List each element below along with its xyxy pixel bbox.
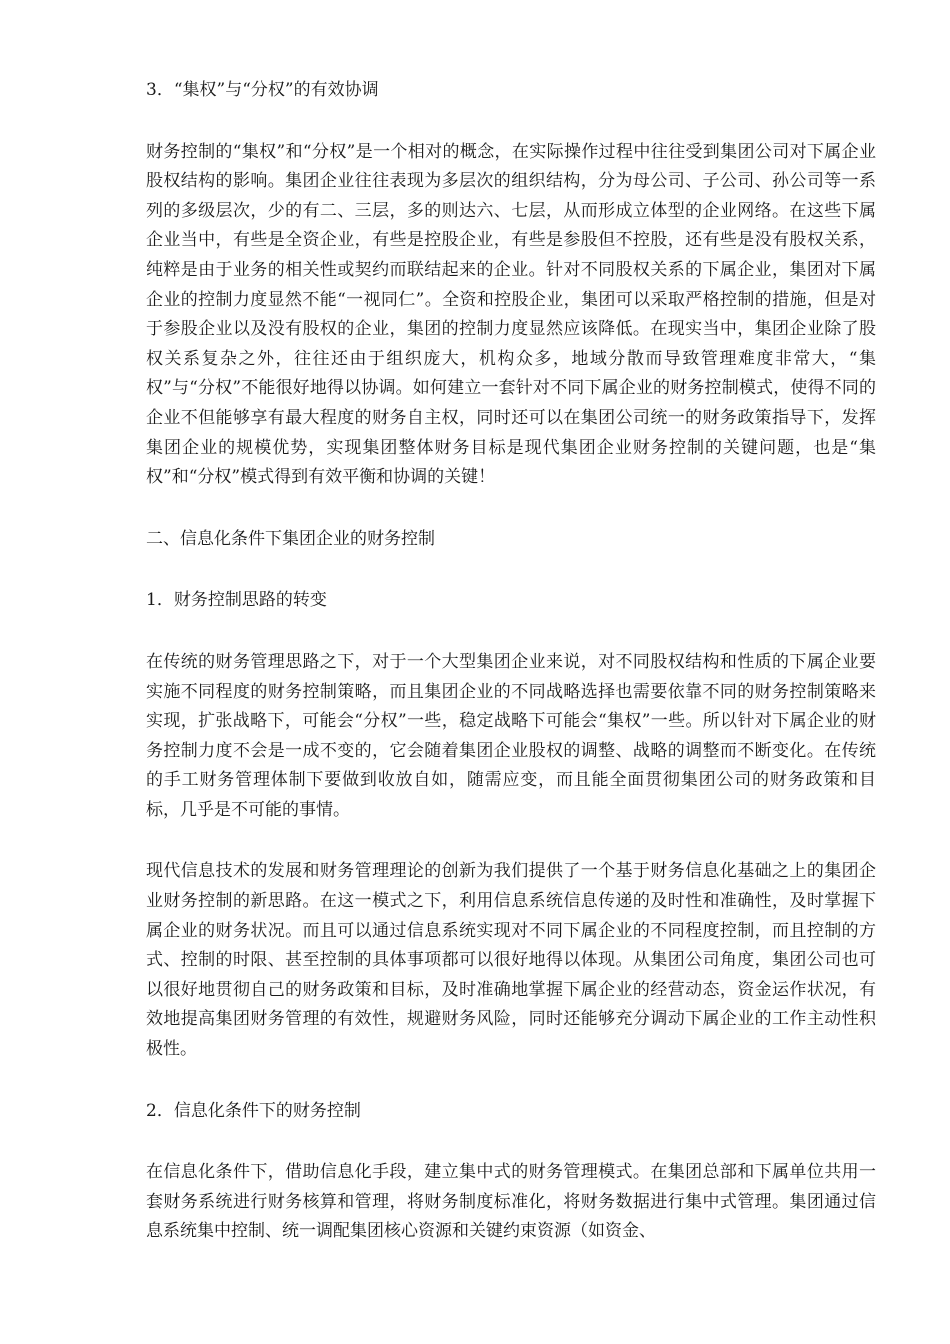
paragraph-modern-information-technology: 现代信息技术的发展和财务管理理论的创新为我们提供了一个基于财务信息化基础之上的集团企业财务控制的新思路。在这一模式之下，利用信息系统信息传递的及时性和准确性，及时掌握下属企业的财务状况。而且可以通过信息系统实现对不同下属企业的不同程度控制，而且控制的方式、控制的时限、甚至控制的具体事项都可以很好地得以体现。从集团公司角度，集团公司也可以很好地贯彻自己的财务政策和目标，及时准确地掌握下属企业的经营动态，资金运作状况，有效地提高集团财务管理的有效性，规避财务风险，同时还能够充分调动下属企业的工作主动性积极性。: [146, 861, 876, 1060]
document-body: [146, 76, 876, 1247]
paragraph-traditional-management: 在传统的财务管理思路之下，对于一个大型集团企业来说，对不同股权结构和性质的下属企业要实施不同程度的财务控制策略，而且集团企业的不同战略选择也需要依靠不同的财务控制策略来实现，扩张战略下，可能会“分权”一些，稳定战略下可能会“集权”一些。所以针对下属企业的财务控制力度不会是一成不变的，它会随着集团企业股权的调整、战略的调整而不断变化。在传统的手工财务管理体制下要做到收放自如，随需应变，而且能全面贯彻集团公司的财务政策和目标，几乎是不可能的事情。: [146, 651, 876, 820]
section-heading-informatization-control: 二、信息化条件下集团企业的财务控制: [146, 528, 435, 549]
paragraph-centralized-financial-mode: 在信息化条件下，借助信息化手段，建立集中式的财务管理模式。在集团总部和下属单位共用一套财务系统进行财务核算和管理，将财务制度标准化，将财务数据进行集中式管理。集团通过信息系统集中控制、统一调配集团核心资源和关键约束资源（如资金、: [146, 1162, 876, 1242]
section-heading-control-thinking-shift: 1．财务控制思路的转变: [146, 590, 327, 611]
section-heading-informatized-financial-control: 2．信息化条件下的财务控制: [146, 1100, 361, 1121]
section-heading-centralization-coordination: 3．“集权”与“分权”的有效协调: [146, 80, 379, 100]
paragraph-centralization-decentralization: 财务控制的“集权”和“分权”是一个相对的概念，在实际操作过程中往往受到集团公司对下属企业股权结构的影响。集团企业往往表现为多层次的组织结构，分为母公司、子公司、孙公司等一系列的多级层次，少的有二、三层，多的则达六、七层，从而形成立体型的企业网络。在这些下属企业当中，有些是全资企业，有些是控股企业，有些是参股但不控股，还有些是没有股权关系，纯粹是由于业务的相关性或契约而联结起来的企业。针对不同股权关系的下属企业，集团对下属企业的控制力度显然不能“一视同仁”。全资和控股企业，集团可以采取严格控制的措施，但是对于参股企业以及没有股权的企业，集团的控制力度显然应该降低。在现实当中，集团企业除了股权关系复杂之外，往往还由于组织庞大，机构众多，地域分散而导致管理难度非常大，“集权”与“分权”不能很好地得以协调。如何建立一套针对不同下属企业的财务控制模式，使得不同的企业不但能够享有最大程度的财务自主权，同时还可以在集团公司统一的财务政策指导下，发挥集团企业的规模优势，实现集团整体财务目标是现代集团企业财务控制的关键问题，也是“集权”和“分权”模式得到有效平衡和协调的关键！: [146, 141, 876, 488]
